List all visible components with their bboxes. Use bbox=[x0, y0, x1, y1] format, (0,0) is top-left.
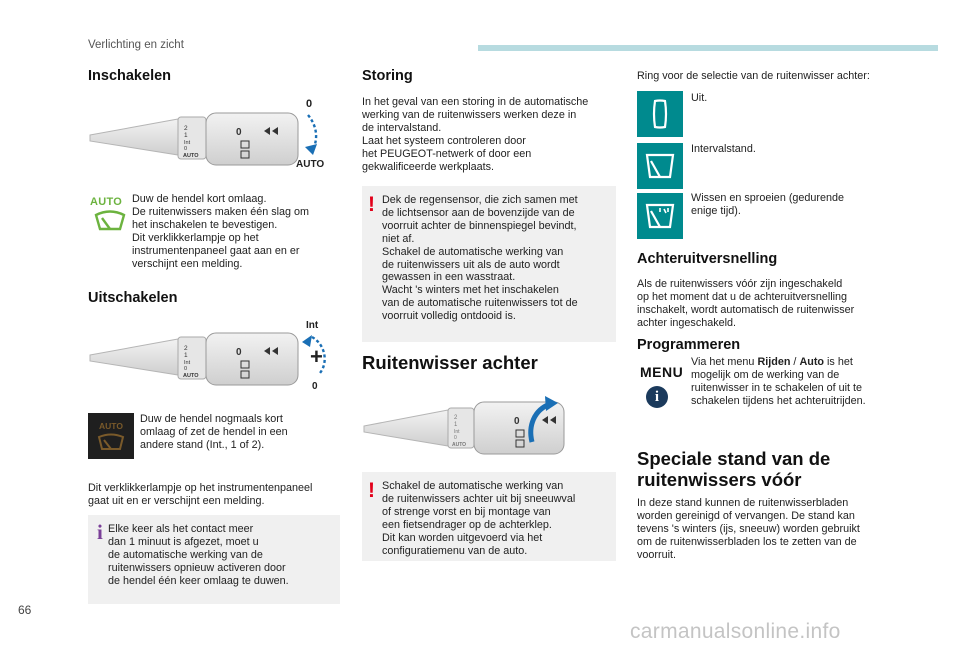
mark-auto: AUTO bbox=[183, 153, 199, 159]
wiper-icon bbox=[93, 209, 127, 233]
wash-wiper-icon bbox=[637, 193, 683, 239]
speciale-stand-title: Speciale stand van de ruitenwissers vóór bbox=[637, 448, 831, 490]
mark-0: 0 bbox=[184, 146, 188, 152]
programmeren-text: Via het menu Rijden / Auto is het mogelijk om de werking van de ruitenwisser in te schakelen of uit te schakelen tijdens het achteruitrijden. bbox=[691, 356, 866, 407]
header-bar bbox=[478, 45, 938, 51]
mark-zero: 0 bbox=[514, 416, 520, 427]
auto-wiper-off-indicator bbox=[88, 413, 134, 459]
ring-item-off: Uit. bbox=[691, 92, 708, 104]
menu-label: MENU bbox=[640, 364, 684, 380]
warning-note-text: Dek de regensensor, die zich samen met de lichtsensor aan de bovenzijde van de voorruit achter de binnenspiegel bevindt, niet af. Schakel de automatische werking van de ruitenwissers uit als de auto wordt gewassen in een wasstraat. Wacht 's winters met het inschakelen van de automatische ruitenwissers tot de voorruit volledig ontdooid is. bbox=[382, 194, 578, 323]
mark-auto: AUTO bbox=[452, 442, 467, 448]
auto-off-label: AUTO bbox=[99, 421, 123, 431]
warning-icon: ! bbox=[368, 479, 375, 502]
mark-int: Int bbox=[184, 360, 191, 366]
inschakelen-text: Duw de hendel kort omlaag. De ruitenwissers maken één slag om het inschakelen te bevestigen. Dit verklikkerlampje op het instrumentenpaneel gaat aan en er verschijnt een melding. bbox=[132, 193, 310, 270]
storing-text: In het geval van een storing in de automatische werking van de ruitenwissers werken deze in de intervalstand. Laat het systeem controleren door het PEUGEOT-netwerk of door een gekwalificeerde werkplaats. bbox=[362, 96, 589, 173]
auto-wiper-label: AUTO bbox=[90, 196, 123, 208]
off-position-icon bbox=[637, 91, 683, 137]
storing-title: Storing bbox=[362, 68, 413, 84]
interval-wiper-icon bbox=[637, 143, 683, 189]
info-icon: i bbox=[646, 386, 668, 408]
uitschakelen-paragraph: Dit verklikkerlampje op het instrumentenpaneel gaat uit en er verschijnt een melding. bbox=[88, 482, 313, 507]
mark-0: 0 bbox=[454, 435, 457, 441]
ring-item-interval: Intervalstand. bbox=[691, 143, 756, 155]
warning-icon: ! bbox=[368, 193, 375, 216]
warning-note-text: Schakel de automatische werking van de ruitenwissers achter uit bij sneeuwval of strenge vorst en bij montage van een fietsendrager op de achterklep. Dit kan worden uitgevoerd via het configuratiemenu van de auto. bbox=[382, 480, 576, 557]
programmeren-title: Programmeren bbox=[637, 337, 741, 353]
inschakelen-title: Inschakelen bbox=[88, 68, 172, 84]
illus2-label-bottom: 0 bbox=[312, 381, 318, 392]
mark-1: 1 bbox=[454, 422, 458, 428]
warning-note-achter bbox=[362, 472, 616, 561]
watermark: carmanualsonline.info bbox=[630, 620, 841, 643]
rear-wiper-ring-illustration bbox=[362, 392, 592, 464]
info-note-icon: i bbox=[97, 520, 103, 544]
illus1-label-bottom: AUTO bbox=[296, 159, 325, 170]
achteruit-title: Achteruitversnelling bbox=[637, 251, 778, 267]
mark-1: 1 bbox=[184, 352, 188, 359]
stalk-illustration-int bbox=[86, 315, 336, 397]
mark-2: 2 bbox=[184, 125, 188, 132]
mark-2: 2 bbox=[454, 415, 458, 421]
ring-wash-icon bbox=[637, 193, 683, 239]
ring-item-wash: Wissen en sproeien (gedurende enige tijd). bbox=[691, 192, 845, 217]
ruitenwisser-achter-title: Ruitenwisser achter bbox=[362, 352, 538, 373]
section-header: Verlichting en zicht bbox=[88, 39, 184, 51]
mark-zero: 0 bbox=[236, 347, 242, 358]
speciale-stand-text: In deze stand kunnen de ruitenwisserbladen worden gereinigd of vervangen. De stand kan tevens 's winters (ijs, sneeuw) worden gebruikt om de ruitenwisserbladen los te zetten van de voorruit. bbox=[637, 497, 860, 561]
achteruit-text: Als de ruitenwissers vóór zijn ingeschakeld op het moment dat u de achteruitversnelling inschakelt, wordt automatisch de ruitenwisser achter ingeschakeld. bbox=[637, 278, 855, 329]
mark-int: Int bbox=[184, 140, 191, 146]
info-note-uitschakelen bbox=[88, 515, 340, 604]
plus-mark: + bbox=[310, 344, 323, 369]
mark-2: 2 bbox=[184, 345, 188, 352]
uitschakelen-text: Duw de hendel nogmaals kort omlaag of zet de hendel in een andere stand (Int., 1 of 2). bbox=[140, 413, 288, 451]
ring-intro: Ring voor de selectie van de ruitenwisser achter: bbox=[637, 70, 870, 82]
mark-0: 0 bbox=[184, 366, 188, 372]
wiper-off-icon bbox=[96, 433, 126, 451]
auto-wiper-indicator bbox=[90, 196, 130, 236]
ring-interval-icon bbox=[637, 143, 683, 189]
mark-auto: AUTO bbox=[183, 373, 199, 379]
uitschakelen-title: Uitschakelen bbox=[88, 290, 178, 306]
mark-int: Int bbox=[454, 429, 460, 435]
mark-1: 1 bbox=[184, 132, 188, 139]
stalk-illustration-auto bbox=[86, 95, 336, 177]
mark-zero: 0 bbox=[236, 127, 242, 138]
illus1-label-top: 0 bbox=[306, 98, 313, 110]
warning-note-storing bbox=[362, 186, 616, 342]
page-number: 66 bbox=[18, 603, 32, 617]
info-note-text: Elke keer als het contact meer dan 1 minuut is afgezet, moet u de automatische werking van de ruitenwissers opnieuw activeren door de hendel één keer omlaag te duwen. bbox=[108, 523, 289, 587]
ring-off-icon bbox=[637, 91, 683, 137]
illus2-label-top: Int bbox=[306, 320, 319, 331]
